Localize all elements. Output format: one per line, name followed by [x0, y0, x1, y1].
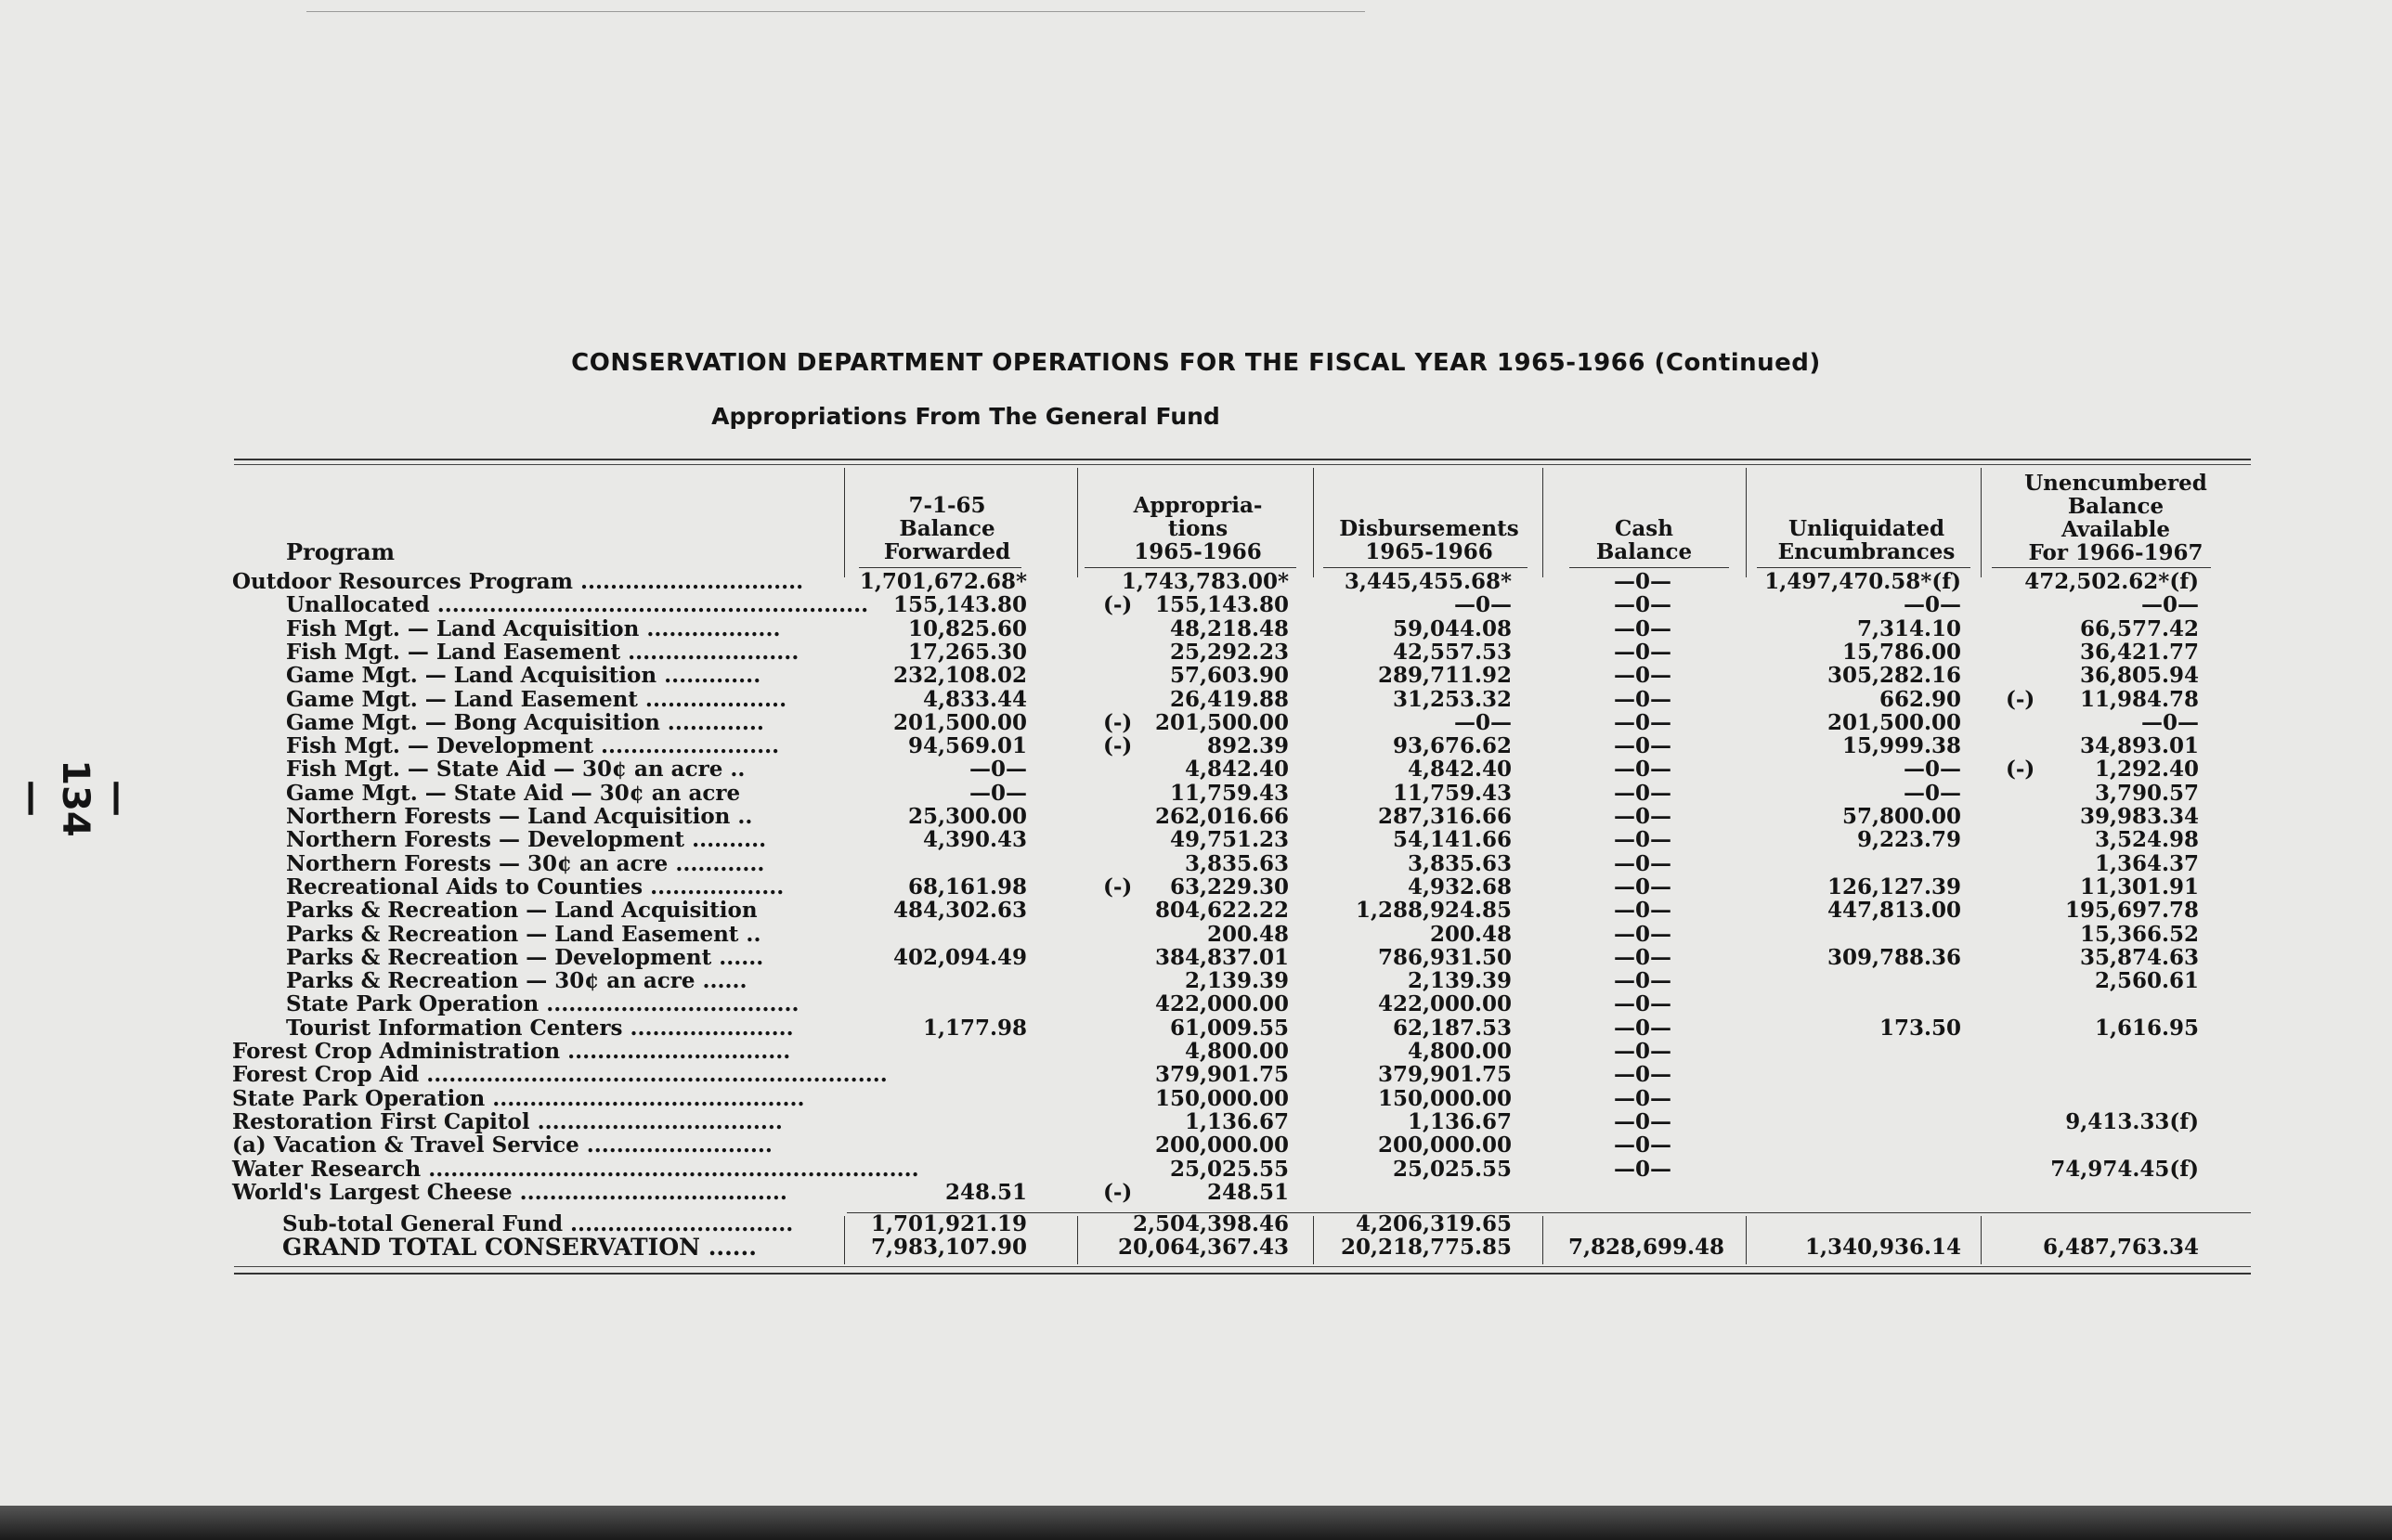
cash-cell: —0—: [1613, 1062, 1671, 1087]
approp-cell: 20,064,367.43: [1117, 1235, 1289, 1260]
table-row: [0, 852, 2392, 875]
cash-cell: —0—: [1613, 968, 1671, 993]
balance-cell: 1,701,921.19: [870, 1211, 1027, 1236]
disb-cell: 54,141.66: [1392, 827, 1512, 852]
table-row: [0, 570, 2392, 593]
table-row: [0, 805, 2392, 828]
table-row: [0, 1158, 2392, 1181]
header-underline: [1085, 567, 1296, 568]
approp-cell: 200,000.00: [1154, 1132, 1289, 1158]
unliq-cell: 305,282.16: [1826, 663, 1961, 688]
cash-cell: —0—: [1613, 991, 1671, 1016]
cash-cell: —0—: [1613, 827, 1671, 852]
header-underline: [1569, 567, 1729, 568]
table-row: [0, 593, 2392, 616]
disb-cell: 4,842.40: [1407, 757, 1512, 782]
balance-cell: —0—: [968, 757, 1027, 782]
disb-cell: 200.48: [1429, 922, 1512, 947]
cash-cell: —0—: [1613, 757, 1671, 782]
row-label: Northern Forests — 30¢ an acre ............: [286, 851, 765, 876]
disb-cell: 4,206,319.65: [1355, 1211, 1512, 1236]
disb-cell: 1,136.67: [1407, 1109, 1512, 1134]
cash-cell: —0—: [1613, 710, 1671, 735]
page-number: — 134 —: [11, 759, 139, 837]
approp-cell: 201,500.00: [1154, 710, 1289, 735]
row-label: Parks & Recreation — Land Acquisition: [286, 898, 758, 923]
approp-cell: 2,139.39: [1184, 968, 1289, 993]
disb-cell: 786,931.50: [1377, 945, 1512, 970]
table-row: [0, 734, 2392, 757]
unenc-cell: 39,983.34: [2079, 804, 2199, 829]
approp-cell: 384,837.01: [1154, 945, 1289, 970]
table-bottom-rule-outer: [234, 1273, 2251, 1275]
row-label: Game Mgt. — State Aid — 30¢ an acre: [286, 781, 741, 806]
row-label: World's Largest Cheese ....................................: [232, 1180, 787, 1205]
cash-cell: —0—: [1613, 592, 1671, 617]
cash-cell: —0—: [1613, 1109, 1671, 1134]
row-label: Fish Mgt. — Development ........................: [286, 733, 780, 758]
unenc-cell: 1,364.37: [2094, 851, 2199, 876]
disb-cell: 93,676.62: [1392, 733, 1512, 758]
unenc-cell: 3,524.98: [2094, 827, 2199, 852]
unliq-cell: 447,813.00: [1826, 898, 1961, 923]
row-label: Parks & Recreation — Land Easement ..: [286, 922, 761, 947]
balance-cell: 10,825.60: [907, 616, 1027, 641]
row-label: GRAND TOTAL CONSERVATION ......: [282, 1234, 757, 1261]
cash-cell: —0—: [1613, 640, 1671, 665]
table-row: [0, 664, 2392, 687]
cash-cell: —0—: [1613, 1016, 1671, 1041]
balance-cell: 248.51: [944, 1180, 1027, 1205]
cash-cell: —0—: [1613, 945, 1671, 970]
row-label: Unallocated ..........................................................: [286, 592, 869, 617]
approp-cell: 248.51: [1206, 1180, 1289, 1205]
table-bottom-rule: [234, 1266, 2251, 1267]
cash-cell: 7,828,699.48: [1568, 1235, 1725, 1260]
approp-cell: 2,504,398.46: [1132, 1211, 1289, 1236]
column-header-program: Program: [286, 538, 396, 565]
unenc-cell: 6,487,763.34: [2042, 1235, 2199, 1260]
approp-cell: 1,743,783.00*: [1121, 569, 1289, 594]
disb-cell: 200,000.00: [1377, 1132, 1512, 1158]
unenc-cell: 11,301.91: [2079, 874, 2199, 899]
table-total-row: [0, 1212, 2392, 1236]
table-row: [0, 782, 2392, 805]
cash-cell: —0—: [1613, 851, 1671, 876]
table-row: [0, 828, 2392, 851]
unliq-cell: —0—: [1903, 781, 1961, 806]
cash-cell: —0—: [1613, 569, 1671, 594]
cash-cell: —0—: [1613, 616, 1671, 641]
balance-cell: 155,143.80: [892, 592, 1027, 617]
row-label: Game Mgt. — Land Acquisition .............: [286, 663, 761, 688]
disb-cell: 3,835.63: [1407, 851, 1512, 876]
row-label: Fish Mgt. — State Aid — 30¢ an acre ..: [286, 757, 746, 782]
disb-cell: 25,025.55: [1392, 1157, 1512, 1182]
disb-cell: 4,932.68: [1407, 874, 1512, 899]
unenc-cell: 3,790.57: [2094, 781, 2199, 806]
unenc-cell: 1,292.40: [2094, 757, 2199, 782]
unliq-cell: 7,314.10: [1856, 616, 1961, 641]
table-row: [0, 617, 2392, 641]
column-header-cash-balance: Cash Balance: [1595, 516, 1693, 564]
disb-cell: 1,288,924.85: [1355, 898, 1512, 923]
approp-cell: 379,901.75: [1154, 1062, 1289, 1087]
disb-cell: 379,901.75: [1377, 1062, 1512, 1087]
cash-cell: —0—: [1613, 1039, 1671, 1064]
table-row: [0, 711, 2392, 734]
approp-cell: 25,292.23: [1169, 640, 1289, 665]
approp-cell: 3,835.63: [1184, 851, 1289, 876]
row-label: Game Mgt. — Bong Acquisition .............: [286, 710, 764, 735]
balance-cell: 1,177.98: [922, 1016, 1027, 1041]
total-column-divider: [1981, 1216, 1982, 1264]
row-label: Fish Mgt. — Land Acquisition ..................: [286, 616, 781, 641]
table-row: [0, 1016, 2392, 1040]
cash-cell: —0—: [1613, 922, 1671, 947]
subtotal-rule: [847, 1212, 2251, 1213]
cash-cell: —0—: [1613, 1132, 1671, 1158]
column-header-disbursements: Disbursements 1965-1966: [1339, 516, 1519, 564]
balance-cell: 484,302.63: [892, 898, 1027, 923]
column-header-appropriations: Appropria- tions 1965-1966: [1133, 493, 1263, 564]
row-label: Fish Mgt. — Land Easement .......................: [286, 640, 800, 665]
approp-cell: 11,759.43: [1169, 781, 1289, 806]
disb-cell: 4,800.00: [1407, 1039, 1512, 1064]
unenc-cell: 35,874.63: [2079, 945, 2199, 970]
unliq-cell: 173.50: [1878, 1016, 1961, 1041]
disb-cell: 422,000.00: [1377, 991, 1512, 1016]
table-row: [0, 757, 2392, 781]
row-label: State Park Operation ..................................: [286, 991, 800, 1016]
row-label: Northern Forests — Development ..........: [286, 827, 767, 852]
balance-cell: 1,701,672.68*: [859, 569, 1027, 594]
unenc-cell: 2,560.61: [2094, 968, 2199, 993]
unliq-cell: 1,340,936.14: [1804, 1235, 1961, 1260]
balance-cell: 232,108.02: [892, 663, 1027, 688]
table-top-rule-inner: [234, 464, 2251, 465]
cash-cell: —0—: [1613, 687, 1671, 712]
row-label: Forest Crop Administration ..............................: [232, 1039, 791, 1064]
approp-cell: 155,143.80: [1154, 592, 1289, 617]
row-label: Parks & Recreation — 30¢ an acre ......: [286, 968, 748, 993]
document-subtitle: Appropriations From The General Fund: [711, 403, 1220, 430]
disb-cell: 2,139.39: [1407, 968, 1512, 993]
unenc-cell: 11,984.78: [2079, 687, 2199, 712]
row-label: Outdoor Resources Program ..............................: [232, 569, 804, 594]
unenc-cell: 36,421.77: [2079, 640, 2199, 665]
unliq-cell: —0—: [1903, 592, 1961, 617]
table-row: [0, 1040, 2392, 1063]
cash-cell: —0—: [1613, 733, 1671, 758]
disb-cell: 11,759.43: [1392, 781, 1512, 806]
unenc-cell: 15,366.52: [2079, 922, 2199, 947]
approp-cell: 61,009.55: [1169, 1016, 1289, 1041]
table-row: [0, 969, 2392, 992]
unenc-cell: 9,413.33(f): [2065, 1109, 2199, 1134]
header-underline: [1992, 567, 2211, 568]
balance-cell: 25,300.00: [907, 804, 1027, 829]
unliq-cell: 662.90: [1878, 687, 1961, 712]
approp-cell: 25,025.55: [1169, 1157, 1289, 1182]
approp-negative-marker: (-): [1103, 592, 1133, 617]
unliq-cell: 309,788.36: [1826, 945, 1961, 970]
balance-cell: —0—: [968, 781, 1027, 806]
row-label: Sub-total General Fund ..............................: [282, 1211, 794, 1236]
disb-cell: —0—: [1453, 592, 1512, 617]
cash-cell: —0—: [1613, 663, 1671, 688]
table-row: [0, 875, 2392, 899]
approp-cell: 26,419.88: [1169, 687, 1289, 712]
disb-cell: 287,316.66: [1377, 804, 1512, 829]
disb-cell: 20,218,775.85: [1340, 1235, 1512, 1260]
cash-cell: —0—: [1613, 1157, 1671, 1182]
column-header-unencumbered: Unencumbered Balance Available For 1966-1967: [2024, 471, 2207, 565]
disb-cell: 3,445,455.68*: [1344, 569, 1512, 594]
total-column-divider: [1542, 1216, 1543, 1264]
approp-cell: 200.48: [1206, 922, 1289, 947]
table-row: [0, 1133, 2392, 1157]
disb-cell: —0—: [1453, 710, 1512, 735]
total-column-divider: [844, 1216, 845, 1264]
header-underline: [859, 567, 1021, 568]
balance-cell: 4,833.44: [922, 687, 1027, 712]
scan-edge-band: [0, 1506, 2392, 1540]
approp-cell: 63,229.30: [1169, 874, 1289, 899]
row-label: Game Mgt. — Land Easement ...................: [286, 687, 787, 712]
unenc-cell: 66,577.42: [2079, 616, 2199, 641]
unenc-cell: 1,616.95: [2094, 1016, 2199, 1041]
row-label: Recreational Aids to Counties ..................: [286, 874, 785, 899]
table-row: [0, 1181, 2392, 1204]
balance-cell: 68,161.98: [907, 874, 1027, 899]
balance-cell: 7,983,107.90: [870, 1235, 1027, 1260]
column-header-balance-forwarded: 7-1-65 Balance Forwarded: [883, 493, 1011, 564]
total-column-divider: [1077, 1216, 1078, 1264]
row-label: Northern Forests — Land Acquisition ..: [286, 804, 753, 829]
approp-cell: 1,136.67: [1184, 1109, 1289, 1134]
unenc-negative-marker: (-): [2006, 687, 2035, 712]
table-row: [0, 641, 2392, 664]
unenc-cell: 34,893.01: [2079, 733, 2199, 758]
disb-cell: 62,187.53: [1392, 1016, 1512, 1041]
unenc-cell: 472,502.62*(f): [2024, 569, 2199, 594]
cash-cell: —0—: [1613, 898, 1671, 923]
unenc-cell: 74,974.45(f): [2050, 1157, 2199, 1182]
unliq-cell: 1,497,470.58*(f): [1764, 569, 1961, 594]
column-divider: [844, 468, 845, 577]
unenc-cell: 195,697.78: [2064, 898, 2199, 923]
balance-cell: 201,500.00: [892, 710, 1027, 735]
unliq-cell: 15,999.38: [1841, 733, 1961, 758]
table-total-row: [0, 1236, 2392, 1259]
unliq-cell: 57,800.00: [1841, 804, 1961, 829]
unliq-cell: 126,127.39: [1826, 874, 1961, 899]
header-underline: [1323, 567, 1528, 568]
approp-cell: 262,016.66: [1154, 804, 1289, 829]
document-title: CONSERVATION DEPARTMENT OPERATIONS FOR THE FISCAL YEAR 1965-1966 (Continued): [571, 349, 1821, 377]
balance-cell: 17,265.30: [907, 640, 1027, 665]
unliq-cell: —0—: [1903, 757, 1961, 782]
balance-cell: 402,094.49: [892, 945, 1027, 970]
table-row: [0, 1087, 2392, 1110]
unenc-cell: 36,805.94: [2079, 663, 2199, 688]
table-row: [0, 1063, 2392, 1086]
approp-cell: 49,751.23: [1169, 827, 1289, 852]
approp-cell: 422,000.00: [1154, 991, 1289, 1016]
disb-cell: 150,000.00: [1377, 1086, 1512, 1111]
approp-cell: 892.39: [1206, 733, 1289, 758]
row-label: Restoration First Capitol .................................: [232, 1109, 783, 1134]
header-underline: [1757, 567, 1970, 568]
approp-cell: 804,622.22: [1154, 898, 1289, 923]
table-row: [0, 923, 2392, 946]
table-row: [0, 688, 2392, 711]
unliq-cell: 15,786.00: [1841, 640, 1961, 665]
unenc-cell: —0—: [2140, 710, 2199, 735]
balance-cell: 94,569.01: [907, 733, 1027, 758]
total-column-divider: [1313, 1216, 1314, 1264]
balance-cell: 4,390.43: [922, 827, 1027, 852]
unliq-cell: 9,223.79: [1856, 827, 1961, 852]
row-label: Tourist Information Centers ......................: [286, 1016, 794, 1041]
approp-negative-marker: (-): [1103, 874, 1133, 899]
approp-negative-marker: (-): [1103, 710, 1133, 735]
table-row: [0, 992, 2392, 1016]
disb-cell: 289,711.92: [1377, 663, 1512, 688]
cash-cell: —0—: [1613, 1086, 1671, 1111]
disb-cell: 42,557.53: [1392, 640, 1512, 665]
approp-negative-marker: (-): [1103, 1180, 1133, 1205]
table-row: [0, 899, 2392, 922]
row-label: (a) Vacation & Travel Service .........................: [232, 1132, 773, 1158]
row-label: Parks & Recreation — Development ......: [286, 945, 764, 970]
total-column-divider: [1746, 1216, 1747, 1264]
row-label: State Park Operation ..........................................: [232, 1086, 805, 1111]
cash-cell: —0—: [1613, 874, 1671, 899]
disb-cell: 31,253.32: [1392, 687, 1512, 712]
approp-cell: 48,218.48: [1169, 616, 1289, 641]
approp-cell: 4,842.40: [1184, 757, 1289, 782]
approp-cell: 4,800.00: [1184, 1039, 1289, 1064]
table-row: [0, 1110, 2392, 1133]
approp-cell: 57,603.90: [1169, 663, 1289, 688]
unenc-cell: —0—: [2140, 592, 2199, 617]
cash-cell: —0—: [1613, 804, 1671, 829]
cash-cell: —0—: [1613, 781, 1671, 806]
unliq-cell: 201,500.00: [1826, 710, 1961, 735]
table-row: [0, 946, 2392, 969]
disb-cell: 59,044.08: [1392, 616, 1512, 641]
column-header-unliquidated: Unliquidated Encumbrances: [1777, 516, 1956, 564]
row-label: Water Research ..................................................................: [232, 1157, 919, 1182]
approp-negative-marker: (-): [1103, 733, 1133, 758]
unenc-negative-marker: (-): [2006, 757, 2035, 782]
approp-cell: 150,000.00: [1154, 1086, 1289, 1111]
row-label: Forest Crop Aid ..............................................................: [232, 1062, 888, 1087]
table-top-rule: [234, 459, 2251, 460]
scan-artifact-line: [306, 11, 1365, 12]
